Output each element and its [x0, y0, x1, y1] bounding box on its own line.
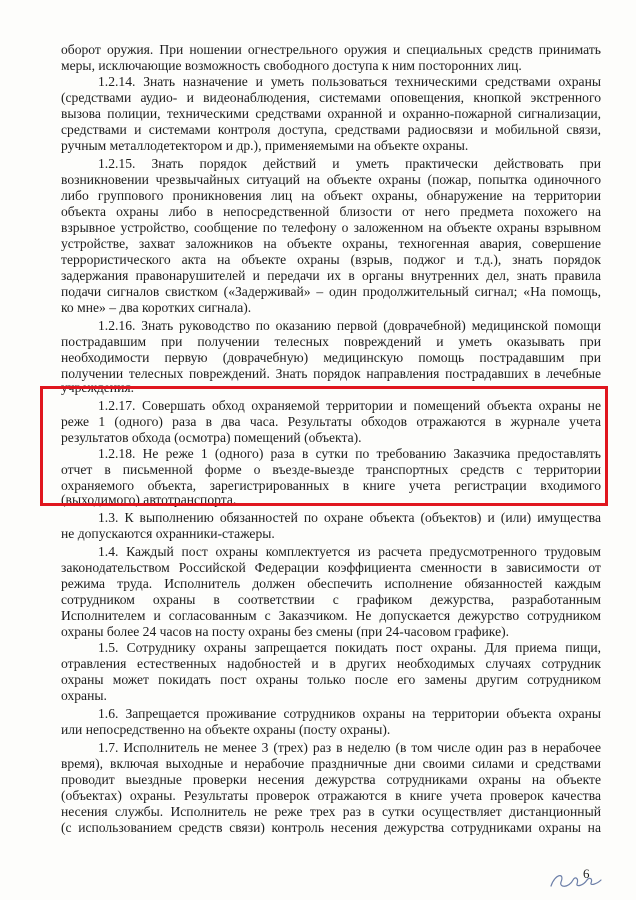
text-line: задержания правонарушителей и передачи их в органы внутренних дел, знать правила [61, 268, 601, 283]
text-line: взрывное устройство, сообщение по телефону о заложенном на объекте охраны взрывном [61, 220, 601, 235]
text-line: подачи сигналов свистком («Задерживай» – один продолжительный сигнал; «На помощь, [61, 284, 601, 299]
text-line: Исполнителем и согласованным с Заказчиком. Не допускается дежурство сотрудником [61, 608, 601, 623]
text-line: террористического акта на объекте охраны (взрыв, поджог и т.д.), знать порядок [61, 252, 601, 267]
text-line: учреждения. [61, 380, 135, 395]
text-line: не допускаются охранники-стажеры. [61, 526, 275, 541]
text-line: 1.7. Исполнитель не менее 3 (трех) раз в неделю (в том числе один раз в нерабочее [98, 740, 601, 755]
text-line: или непосредственно на объекте охраны (посту охраны). [61, 722, 391, 737]
text-line: устройстве, захват заложников на объекте охраны, техногенная авария, совершение [61, 236, 601, 251]
text-line: (выходимого) автотранспорта. [61, 492, 237, 507]
text-line: (с использованием средств связи) контроль несения дежурства сотрудниками охраны на [61, 820, 601, 835]
text-line: возникновении чрезвычайных ситуаций на объекте охраны (пожар, попытка одиночного [61, 172, 601, 187]
text-line: 1.2.17. Совершать обход охраняемой территории и помещений объекта охраны не [98, 398, 601, 413]
text-line: средствами и системами контроля доступа, средствами радиосвязи и мобильной связи, [61, 122, 601, 137]
page-number: 6 [583, 866, 590, 881]
text-line: время), включая выходные и нерабочие праздничные дни своими силами и средствами [61, 756, 601, 771]
text-line: режима труда. Исполнитель должен обеспечить исполнение обязанностей каждым [61, 576, 601, 591]
text-line: объекта охраны либо в непосредственной близости от него предмета похожего на [61, 204, 601, 219]
text-line: 1.2.18. Не реже 1 (одного) раза в сутки по требованию Заказчика предоставлять [98, 446, 601, 461]
text-line: (средствами аудио- и видеонаблюдения, системами оповещения, кнопкой экстренного [61, 90, 601, 105]
text-line: проводит выездные проверки несения дежурства сотрудниками охраны на объекте [61, 772, 601, 787]
text-line: 1.4. Каждый пост охраны комплектуется из расчета предусмотренного трудовым [98, 544, 601, 559]
text-line: охраны. [61, 688, 107, 703]
text-line: оборот оружия. При ношении огнестрельного оружия и специальных средств принимать [61, 42, 601, 57]
text-line: 1.5. Сотруднику охраны запрещается покидать пост охраны. Для приема пищи, [98, 640, 601, 655]
text-line: 1.2.16. Знать руководство по оказанию первой (доврачебной) медицинской помощи [98, 318, 601, 333]
text-line: реже 1 (одного) раза в два часа. Результаты обходов отражаются в журнале учета [61, 414, 601, 429]
text-line: 1.3. К выполнению обязанностей по охране объекта (объектов) и (или) имущества [98, 510, 601, 525]
text-line: отчет в письменной форме о въезде-выезде транспортных средств с территории [61, 462, 601, 477]
text-line: законодательством Российской Федерации коэффициента сменности в зависимости от [61, 560, 601, 575]
text-line: (объектах) охраны. Результаты проверок отражаются в книге учета проверок качества [61, 788, 601, 803]
highlight-frame [40, 386, 608, 506]
text-line: сотрудником охраны в соответствии с графиком дежурства, разработанным [61, 592, 601, 607]
text-line: охраны более 24 часов на посту охраны без смены (при 24-часовом графике). [61, 624, 510, 639]
text-line: необходимости первую (доврачебную) медицинскую помощь пострадавшим при [61, 350, 601, 365]
text-line: получении телесных повреждений. Знать порядок направления пострадавших в лечебные [61, 366, 601, 381]
text-line: несения службы. Исполнитель не реже трех раз в сутки осуществляет дистанционный [61, 804, 601, 819]
signature [545, 868, 605, 892]
text-line: отравления естественных надобностей и в других необходимых случаях сотрудник [61, 656, 601, 671]
text-line: 1.2.15. Знать порядок действий и уметь практически действовать при [98, 156, 601, 171]
text-line: пострадавшим при получении телесных повреждений и уметь оказывать при [61, 334, 601, 349]
text-line: результатов обхода (осмотра) помещений (объекта). [61, 430, 362, 445]
text-line: ко мне» – два коротких сигнала). [61, 300, 252, 315]
text-line: вызова полиции, техническими средствами охранной и охранно-пожарной сигнализации, [61, 106, 601, 121]
text-line: либо группового проникновения лиц на объект охраны, обнаружение на территории [61, 188, 601, 203]
text-line: охраны может покидать пост охраны только после его замены другим сотрудником [61, 672, 601, 687]
text-line: 1.6. Запрещается проживание сотрудников охраны на территории объекта охраны [98, 706, 601, 721]
text-line: ручным металлодетектором и др.), применяемыми на объекте охраны. [61, 138, 469, 153]
text-line: меры, исключающие возможность свободного доступа к ним посторонних лиц. [61, 58, 522, 73]
text-line: 1.2.14. Знать назначение и уметь пользоваться техническими средствами охраны [98, 74, 601, 89]
text-line: охраняемого объекта, зарегистрированных в книге учета регистрации входимого [61, 478, 601, 493]
